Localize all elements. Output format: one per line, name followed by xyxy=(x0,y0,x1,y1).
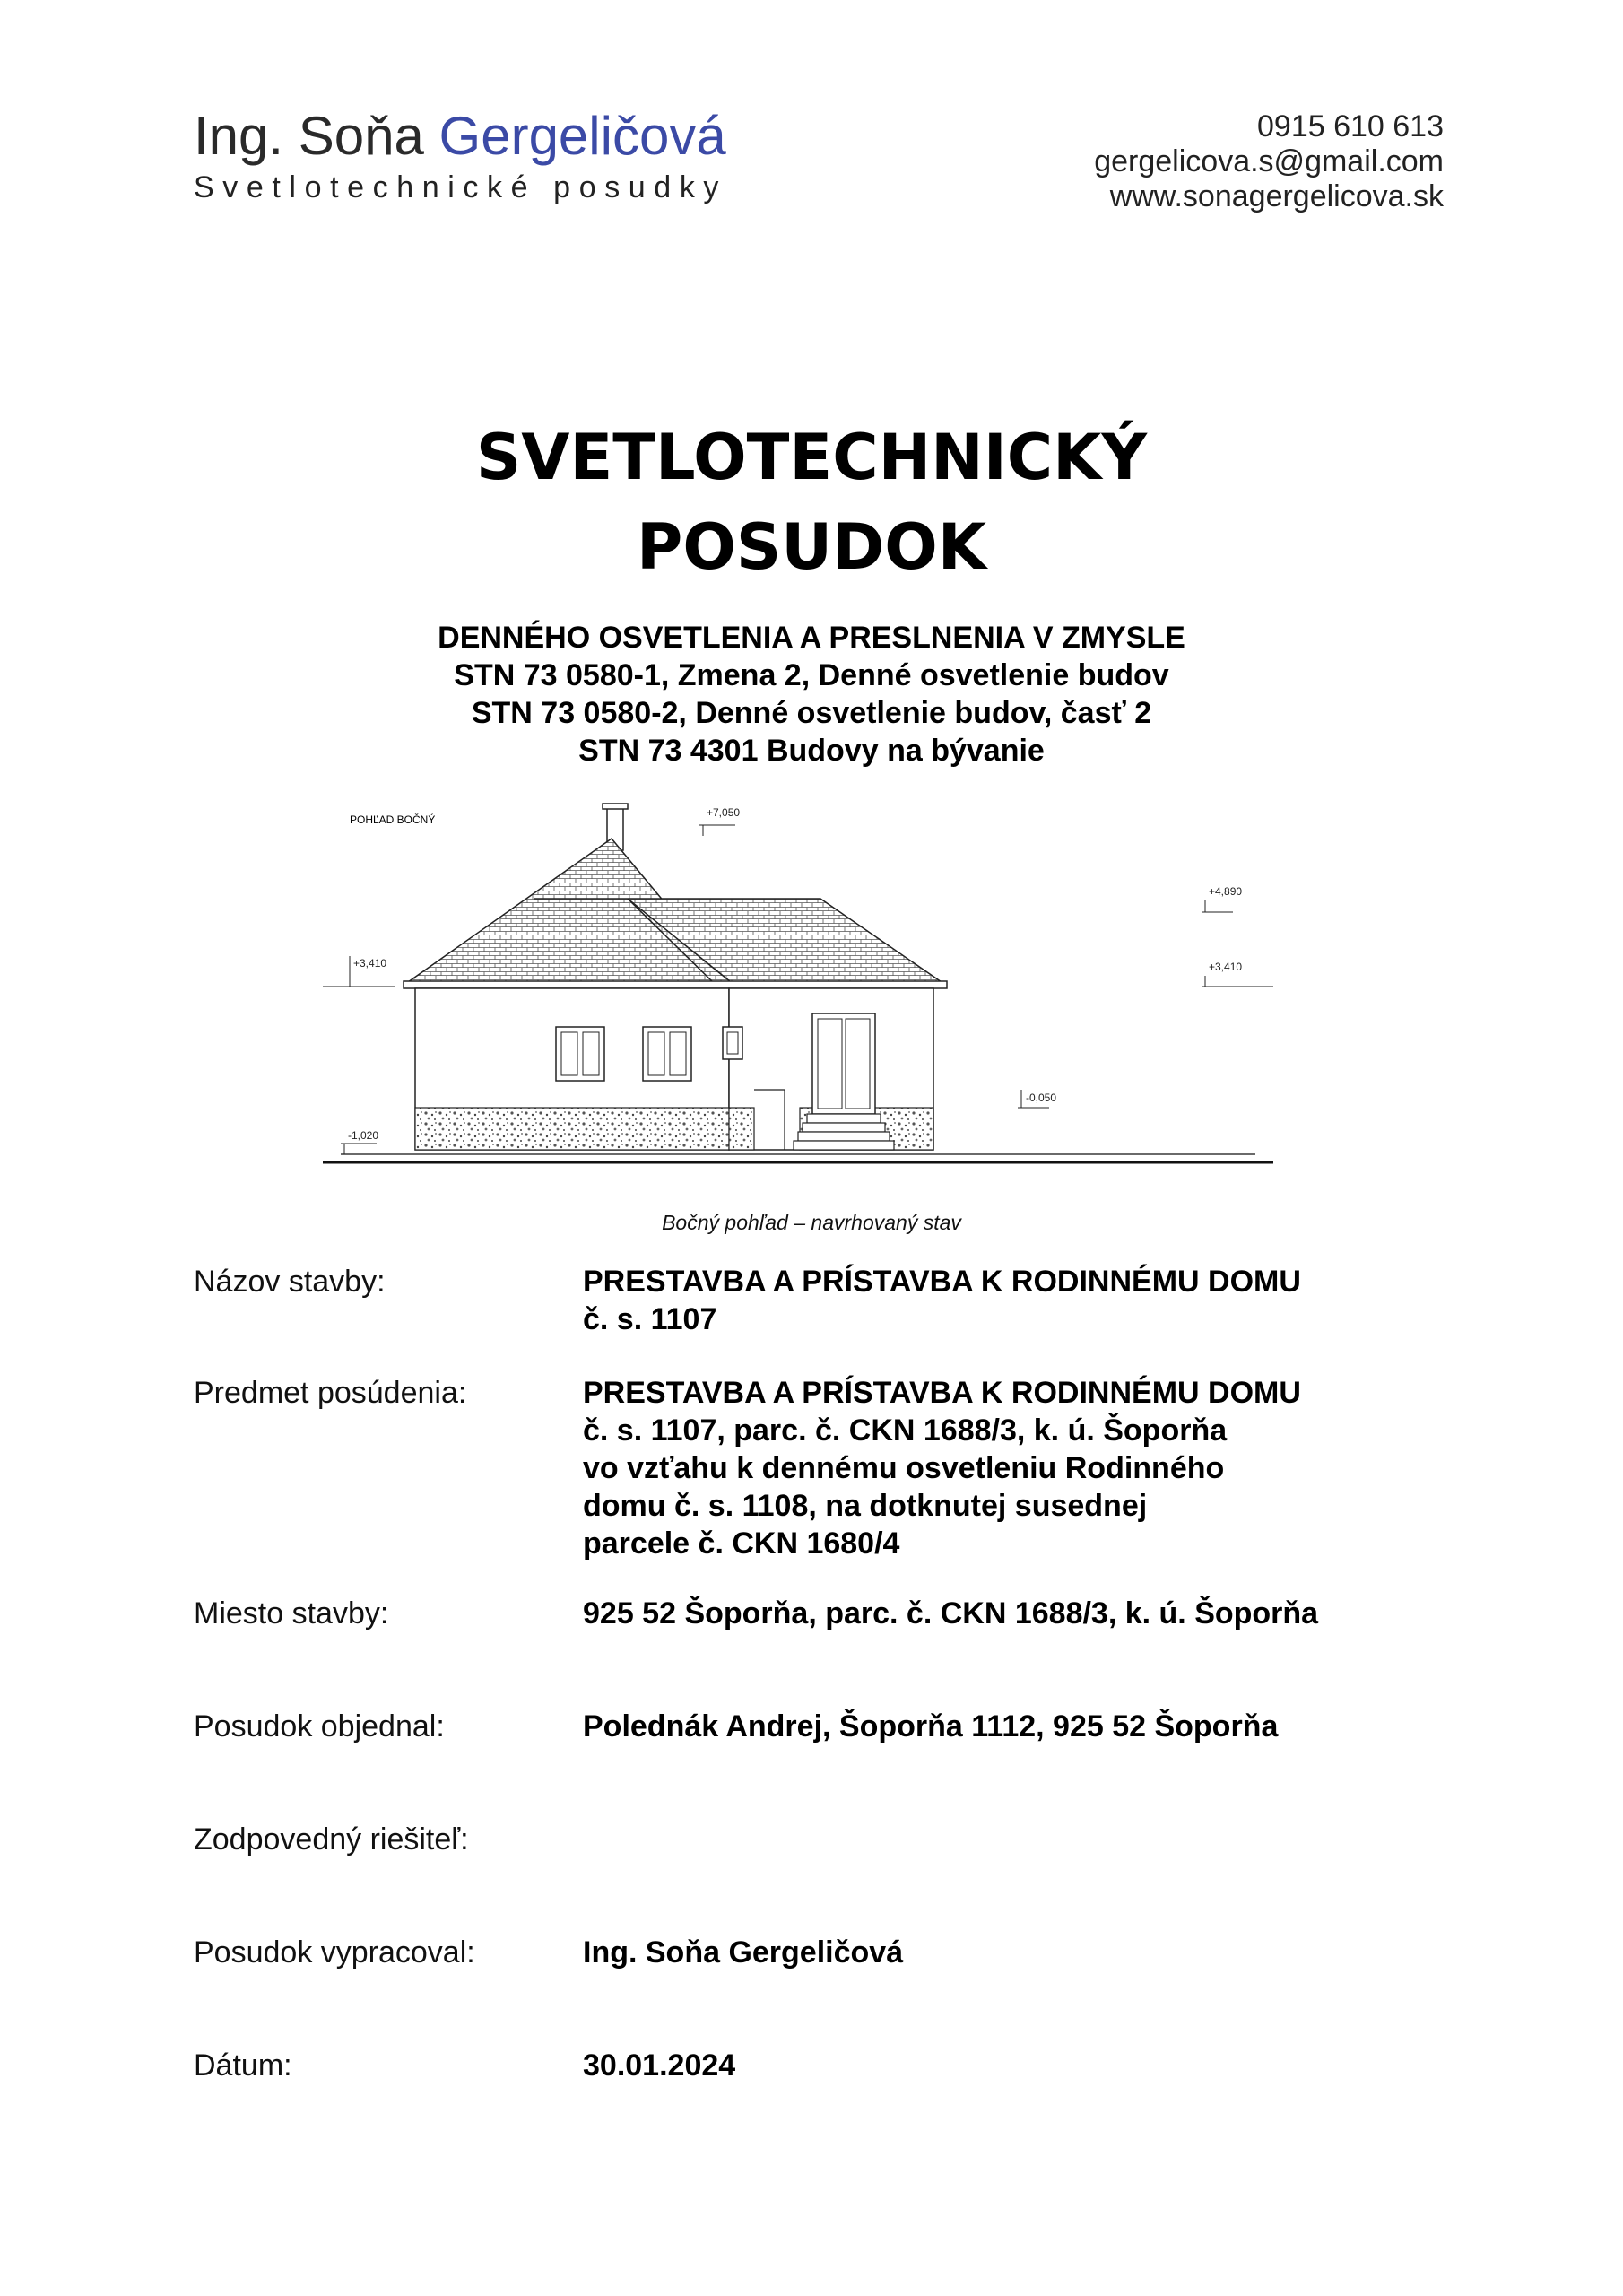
small-window xyxy=(723,1027,742,1059)
field-value: 925 52 Šoporňa, parc. č. CKN 1688/3, k. ú. Šoporňa xyxy=(583,1596,1319,1631)
document-title-line-1: SVETLOTECHNICKÝ xyxy=(475,421,1148,494)
author-first-name: Ing. Soňa xyxy=(194,106,424,166)
author-tagline: Svetlotechnické posudky xyxy=(194,170,728,204)
author-surname: Gergeličová xyxy=(438,106,726,166)
contact-block xyxy=(1094,109,1444,214)
field-value xyxy=(583,1374,1462,1562)
subtitle-line: STN 73 4301 Budovy na bývanie xyxy=(578,734,1045,768)
view-label: POHĽAD BOČNÝ xyxy=(350,813,436,826)
value-line: č. s. 1107 xyxy=(583,1302,717,1336)
value-line: domu č. s. 1108, na dotknutej susednej xyxy=(583,1489,1148,1523)
level-label: +3,410 xyxy=(353,957,387,970)
subtitle-line: STN 73 0580-2, Denné osvetlenie budov, časť 2 xyxy=(471,696,1152,730)
author-logo xyxy=(194,106,727,205)
value-line: vo vzťahu k dennému osvetleniu Rodinného xyxy=(583,1451,1225,1485)
field-label: Miesto stavby: xyxy=(194,1596,389,1631)
level-label: +3,410 xyxy=(1209,961,1243,973)
window xyxy=(643,1027,691,1081)
contact-website: www.sonagergelicova.sk xyxy=(1109,179,1444,213)
document-title-line-2: POSUDOK xyxy=(637,510,986,584)
value-line: PRESTAVBA A PRÍSTAVBA K RODINNÉMU DOMU xyxy=(583,1265,1301,1299)
field-label: Posudok vypracoval: xyxy=(194,1935,475,1970)
field-value: Polednák Andrej, Šoporňa 1112, 925 52 Šoporňa xyxy=(583,1709,1279,1744)
field-label: Predmet posúdenia: xyxy=(194,1376,467,1410)
entrance-steps xyxy=(794,1114,894,1150)
field-label: Posudok objednal: xyxy=(194,1709,445,1744)
value-line: PRESTAVBA A PRÍSTAVBA K RODINNÉMU DOMU xyxy=(583,1376,1301,1410)
field-value: Ing. Soňa Gergeličová xyxy=(583,1935,904,1970)
value-line: parcele č. CKN 1680/4 xyxy=(583,1526,900,1561)
contact-email: gergelicova.s@gmail.com xyxy=(1094,144,1444,178)
level-label: +7,050 xyxy=(707,806,741,819)
level-label: +4,890 xyxy=(1209,885,1243,898)
field-label: Zodpovedný riešiteľ: xyxy=(194,1822,469,1857)
document-subtitle xyxy=(0,619,1623,770)
author-name xyxy=(194,106,727,167)
patio-door xyxy=(812,1013,875,1114)
plinth xyxy=(415,1108,729,1150)
house-elevation-drawing xyxy=(323,798,1273,1211)
level-label: -1,020 xyxy=(348,1129,379,1142)
document-title xyxy=(0,413,1623,592)
field-label: Názov stavby: xyxy=(194,1265,386,1299)
field-value xyxy=(583,1263,1462,1338)
drawing-caption: Bočný pohľad – navrhovaný stav xyxy=(662,1211,961,1234)
value-line: č. s. 1107, parc. č. CKN 1688/3, k. ú. Šoporňa xyxy=(583,1413,1228,1448)
field-value: 30.01.2024 xyxy=(583,2048,736,2083)
level-label: -0,050 xyxy=(1026,1091,1057,1104)
subtitle-line: STN 73 0580-1, Zmena 2, Denné osvetlenie budov xyxy=(454,658,1169,692)
field-label: Dátum: xyxy=(194,2048,292,2083)
subtitle-line: DENNÉHO OSVETLENIA A PRESLNENIA V ZMYSLE xyxy=(438,621,1185,655)
contact-phone: 0915 610 613 xyxy=(1257,109,1444,144)
window xyxy=(556,1027,604,1081)
